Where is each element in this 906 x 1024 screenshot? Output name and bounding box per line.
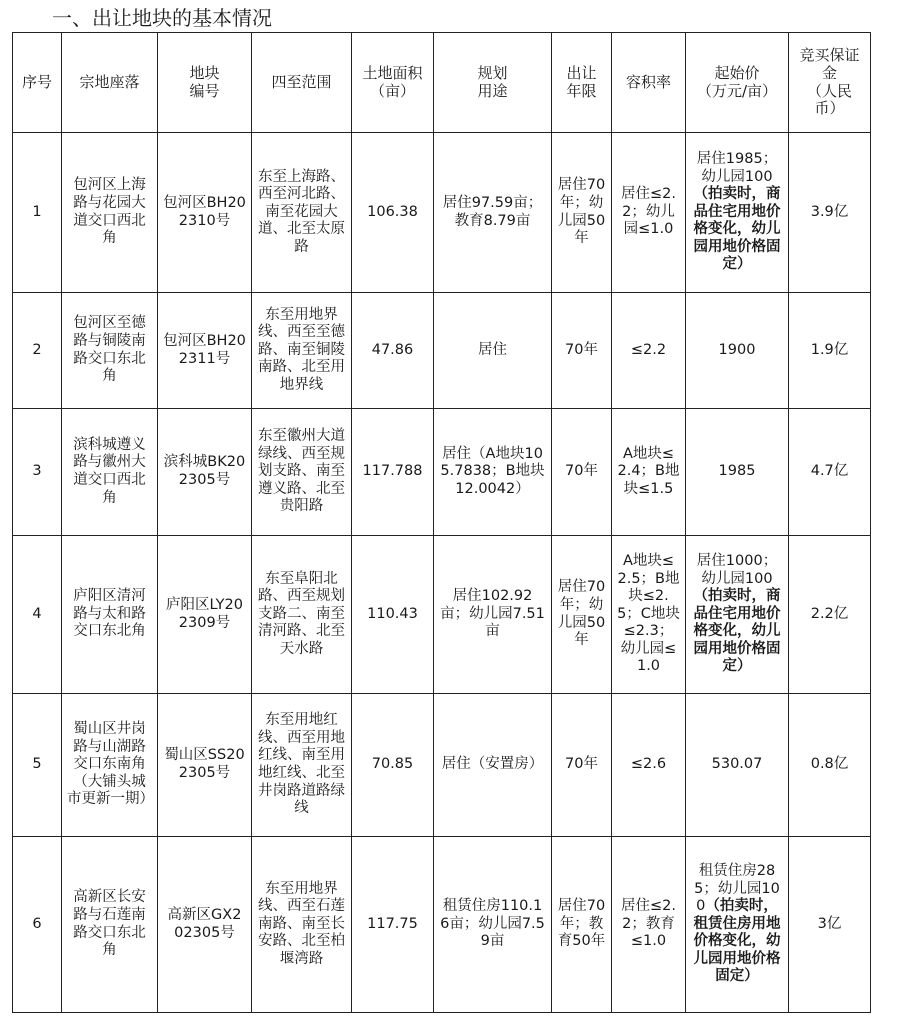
starting-price-value: 居住1000；幼儿园100 (696, 552, 778, 587)
column-header-line: （万元/亩） (696, 81, 778, 100)
column-header-line: 币） (814, 99, 845, 118)
parcel-id: 高新区GX202305号 (158, 837, 252, 1013)
floor-area-ratio: 居住≤2.2；幼儿园≤1.0 (612, 133, 686, 293)
floor-area-ratio: A地块≤2.4；B地块≤1.5 (612, 409, 686, 536)
starting-price (686, 293, 789, 409)
parcel-location: 包河区至德路与铜陵南路交口东北角 (62, 293, 158, 409)
parcel-location: 滨科城遵义路与徽州大道交口西北角 (62, 409, 158, 536)
planned-use: 居住（安置房） (434, 694, 552, 837)
row-number: 1 (13, 133, 62, 293)
land-area: 47.86 (352, 293, 434, 409)
row-number: 6 (13, 837, 62, 1013)
row-number: 3 (13, 409, 62, 536)
land-area: 70.85 (352, 694, 434, 837)
column-header-line: 土地面积 (362, 63, 423, 82)
column-header (552, 33, 612, 133)
column-header-line: 起始价 (714, 63, 760, 82)
starting-price-note: （拍卖时，商品住宅用地价格变化，幼儿园用地价格固定） (693, 186, 781, 273)
section-heading: 一、出让地块的基本情况 (52, 6, 272, 30)
column-header-line: 竞买保证 (799, 46, 860, 65)
column-header-line: 规划 (477, 63, 508, 82)
floor-area-ratio: ≤2.6 (612, 694, 686, 837)
starting-price (686, 837, 789, 1013)
land-area: 110.43 (352, 536, 434, 694)
parcel-boundaries: 东至用地界线、西至至德路、南至铜陵南路、北至用地界线 (252, 293, 352, 409)
land-area: 106.38 (352, 133, 434, 293)
column-header-line: 出让 (566, 63, 597, 82)
column-header-line: 金 (821, 63, 837, 82)
table-row (13, 133, 871, 293)
parcel-boundaries: 东至用地界线、西至石莲南路、南至长安路、北至柏堰湾路 (252, 837, 352, 1013)
row-number: 2 (13, 293, 62, 409)
column-header-line: 编号 (189, 81, 220, 100)
bid-deposit: 4.7亿 (789, 409, 871, 536)
row-number: 5 (13, 694, 62, 837)
column-header-line: 四至范围 (271, 72, 332, 91)
parcel-id: 庐阳区LY202309号 (158, 536, 252, 694)
planned-use: 租赁住房110.16亩；幼儿园7.59亩 (434, 837, 552, 1013)
floor-area-ratio: ≤2.2 (612, 293, 686, 409)
land-area: 117.75 (352, 837, 434, 1013)
parcel-boundaries: 东至上海路、西至河北路、南至花园大道、北至太原路 (252, 133, 352, 293)
column-header-line: （人民 (806, 81, 852, 100)
parcel-id: 包河区BH202311号 (158, 293, 252, 409)
header-row (13, 33, 871, 133)
parcel-location: 高新区长安路与石莲南路交口东北角 (62, 837, 158, 1013)
starting-price-note: （拍卖时，租赁住房用地价格变化，幼儿园用地价格固定） (693, 898, 781, 985)
column-header-line: 年限 (566, 81, 597, 100)
lease-term: 70年 (552, 293, 612, 409)
starting-price-note: （拍卖时，商品住宅用地价格变化，幼儿园用地价格固定） (693, 588, 781, 675)
planned-use: 居住 (434, 293, 552, 409)
column-header (686, 33, 789, 133)
lease-term: 居住70年；幼儿园50年 (552, 133, 612, 293)
column-header (252, 33, 352, 133)
column-header (434, 33, 552, 133)
parcel-location: 包河区上海路与花园大道交口西北角 (62, 133, 158, 293)
starting-price (686, 536, 789, 694)
table-row (13, 536, 871, 694)
planned-use: 居住102.92亩；幼儿园7.51亩 (434, 536, 552, 694)
starting-price-value: 居住1985；幼儿园100 (696, 150, 778, 185)
starting-price (686, 409, 789, 536)
planned-use: 居住（A地块105.7838；B地块12.0042） (434, 409, 552, 536)
parcel-id: 滨科城BK202305号 (158, 409, 252, 536)
row-number: 4 (13, 536, 62, 694)
bid-deposit: 3亿 (789, 837, 871, 1013)
bid-deposit: 3.9亿 (789, 133, 871, 293)
starting-price-value: 1985 (718, 463, 756, 480)
planned-use: 居住97.59亩；教育8.79亩 (434, 133, 552, 293)
column-header-line: （亩） (369, 81, 415, 100)
bid-deposit: 0.8亿 (789, 694, 871, 837)
table-row (13, 837, 871, 1013)
floor-area-ratio: 居住≤2.2；教育≤1.0 (612, 837, 686, 1013)
parcel-boundaries: 东至徽州大道绿线、西至规划支路、南至遵义路、北至贵阳路 (252, 409, 352, 536)
parcel-id: 包河区BH202310号 (158, 133, 252, 293)
parcel-boundaries: 东至阜阳北路、西至规划支路二、南至清河路、北至天水路 (252, 536, 352, 694)
lease-term: 居住70年；幼儿园50年 (552, 536, 612, 694)
parcel-boundaries: 东至用地红线、西至用地红线、南至用地红线、北至井岗路道路绿线 (252, 694, 352, 837)
table-row (13, 694, 871, 837)
starting-price (686, 133, 789, 293)
column-header (62, 33, 158, 133)
land-area: 117.788 (352, 409, 434, 536)
column-header (13, 33, 62, 133)
bid-deposit: 1.9亿 (789, 293, 871, 409)
land-parcel-table (12, 32, 871, 1013)
table-row (13, 409, 871, 536)
column-header (158, 33, 252, 133)
column-header-line: 宗地座落 (79, 72, 140, 91)
table-body (13, 133, 871, 1013)
starting-price-value: 租赁住房285；幼儿园100 (694, 862, 780, 915)
column-header (612, 33, 686, 133)
parcel-id: 蜀山区SS202305号 (158, 694, 252, 837)
starting-price-value: 1900 (718, 341, 756, 358)
starting-price-value: 530.07 (711, 756, 763, 773)
column-header-line: 容积率 (625, 72, 671, 91)
column-header-line: 用途 (477, 81, 508, 100)
starting-price (686, 694, 789, 837)
parcel-location: 蜀山区井岗路与山湖路交口东南角（大铺头城市更新一期） (62, 694, 158, 837)
parcel-location: 庐阳区清河路与太和路交口东北角 (62, 536, 158, 694)
column-header (789, 33, 871, 133)
bid-deposit: 2.2亿 (789, 536, 871, 694)
floor-area-ratio: A地块≤2.5；B地块≤2.5；C地块≤2.3；幼儿园≤1.0 (612, 536, 686, 694)
lease-term: 居住70年；教育50年 (552, 837, 612, 1013)
lease-term: 70年 (552, 694, 612, 837)
table-row (13, 293, 871, 409)
column-header (352, 33, 434, 133)
column-header-line: 地块 (189, 63, 220, 82)
lease-term: 70年 (552, 409, 612, 536)
column-header-line: 序号 (21, 72, 52, 91)
